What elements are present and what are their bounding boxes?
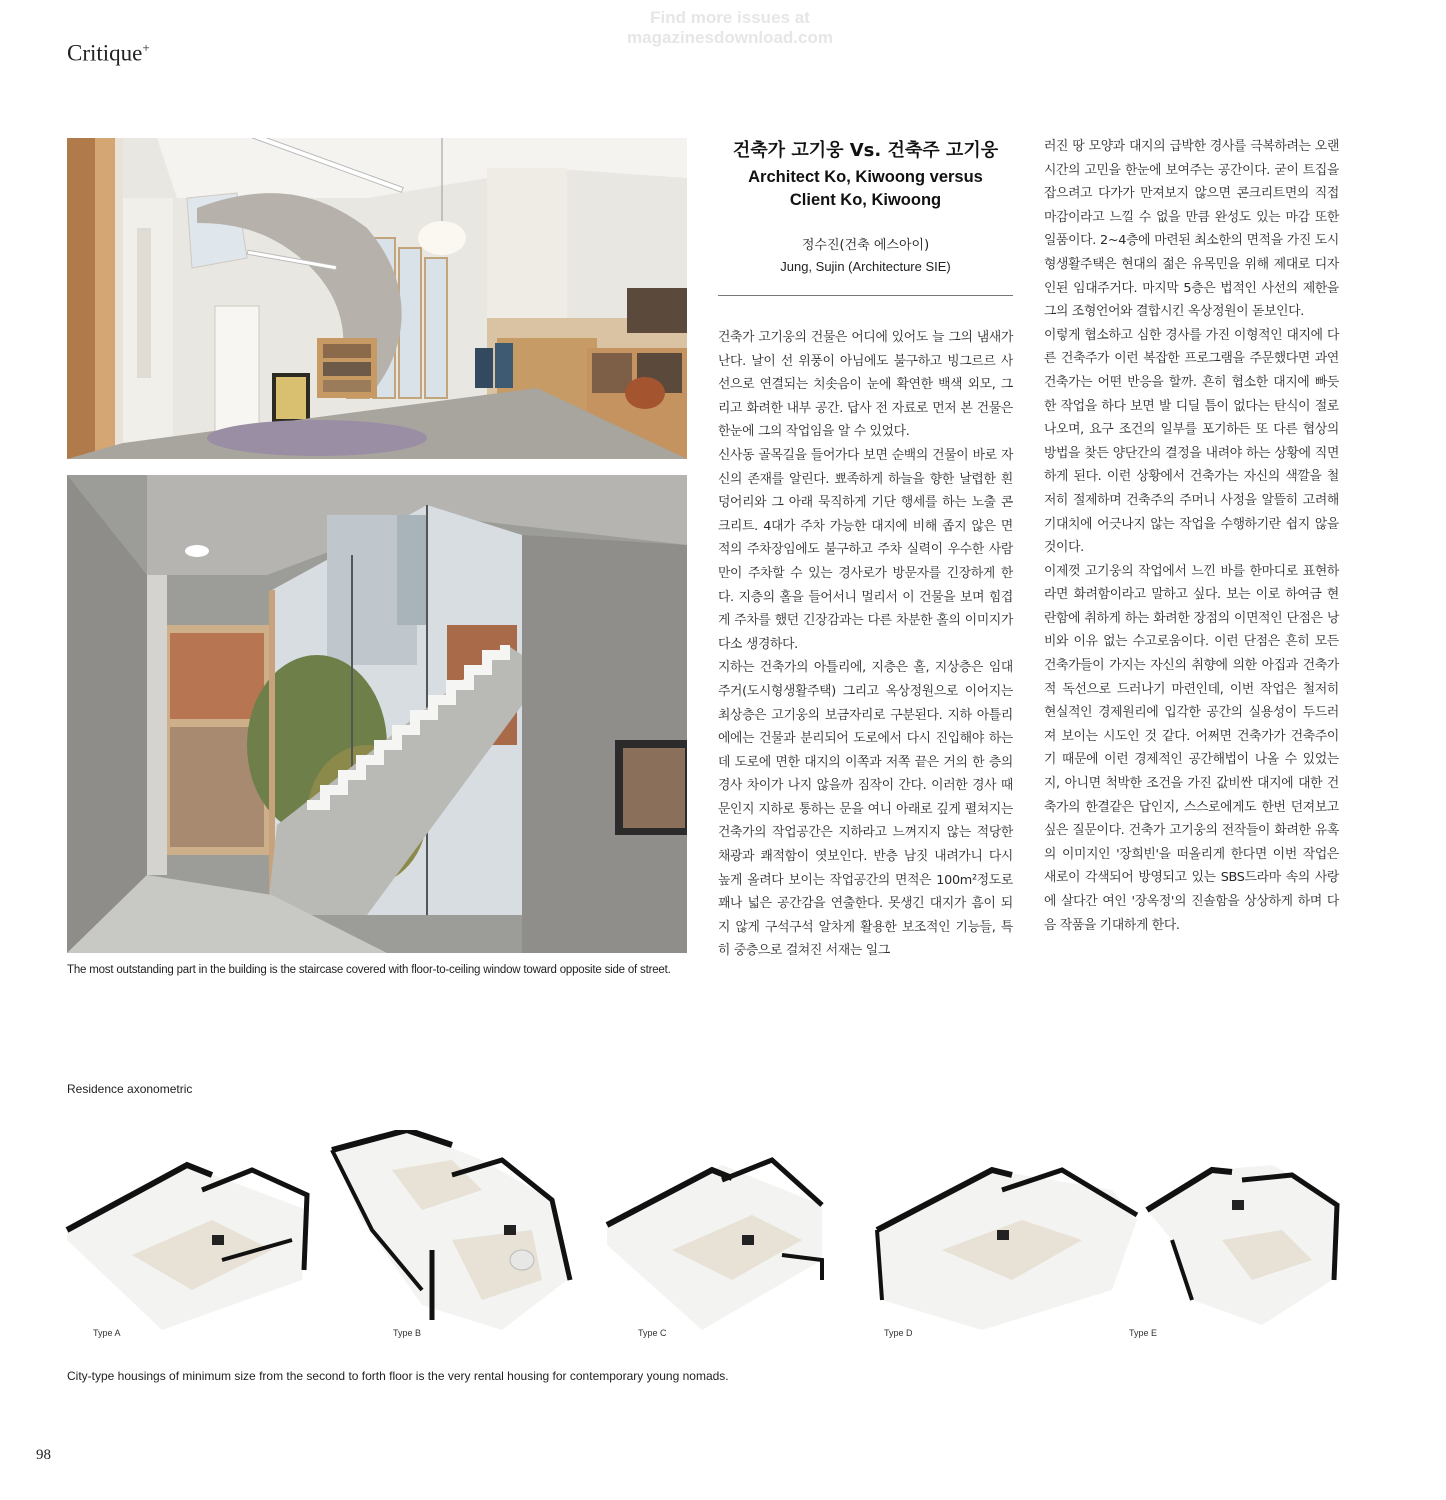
section-mark: +: [142, 40, 150, 55]
type-d-label: Type D: [884, 1328, 913, 1338]
paragraph: 이렇게 협소하고 심한 경사를 가진 이형적인 대지에 다른 건축주가 이런 복잡한 프로그램을 주문했다면 과연 건축가는 어떤 반응을 할까. 흔히 협소한 대지에 빠듯한 작업을 하다 보면 발 디딜 틈이 없다는 탄식이 절로 나오며, 요구 조건의 일부를 포기하든 또 다른 협상의 방법을 찾든 양단간의 결정을 내려야 하는 상황에 직면하게 된다. 이런 상황에서 건축가는 자신의 색깔을 철저히 절제하며 건축주의 주머니 사정을 알뜰히 고려해 기대치에 어긋나지 않는 작업을 수행하기란 쉽지 않을 것이다.: [1044, 327, 1339, 556]
author-ko: 정수진(건축 에스아이): [801, 238, 930, 253]
article-title-en: [718, 166, 1013, 212]
axonometric-drawings: [62, 1130, 1352, 1350]
watermark: [520, 8, 940, 48]
axonometric-caption: City-type housings of minimum size from the second to forth floor is the very rental housing for contemporary young nomads.: [67, 1369, 729, 1383]
type-e-label: Type E: [1129, 1328, 1158, 1338]
staircase-photo: [67, 475, 687, 953]
article-title-en-line1: Architect Ko, Kiwoong versus: [748, 168, 983, 186]
axonometric-type-b: [332, 1130, 570, 1330]
paragraph: 이제껏 고기웅의 작업에서 느낀 바를 한마디로 표현하라면 화려함이라고 말하고 싶다. 보는 이로 하여금 현란함에 취하게 하는 화려한 장점의 이면적인 단점은 낭비와 이유 없는 수고로움이다. 이런 단점은 흔히 모든 건축가들이 가지는 자신의 취향에 의한 아집과 건축가적 독선으로 드러나기 마련인데, 이번 작업은 철저히 현실적인 경제원리에 입각한 공간의 실용성이 두드러져 보이는 시도인 것 같다. 어쩌면 건축가가 건축주이기 때문에 이런 경제적인 공간해법이 나올 수 있었는지, 아니면 척박한 조건을 가진 값비싼 대지에 대한 건축가의 한결같은 답인지, 스스로에게도 한번 던져보고 싶은 질문이다. 건축가 고기웅의 전작들이 화려한 유혹의 이미지인 '장희빈'을 떠올리게 한다면 이번 작업은 새로이 각색되어 방영되고 있는 SBS드라마 속의 사랑에 살다간 여인 '장옥정'의 진솔함을 상상하게 하며 다음 작품을 기대하게 한다.: [1044, 563, 1339, 933]
axonometric-type-a: [67, 1165, 307, 1330]
page-number: 98: [36, 1447, 51, 1463]
paragraph: 신사동 골목길을 들어가다 보면 순백의 건물이 바로 자신의 존재를 알린다. 뾰족하게 하늘을 향한 날렵한 흰 덩어리와 그 아래 묵직하게 기단 행세를 하는 노출 콘크리트. 4대가 주차 가능한 대지에 비해 좁지 않은 면적의 주차장임에도 불구하고 주차 실력이 우수한 사람만이 주차할 수 있는 경사로가 방문자를 긴장하게 한다. 지층의 홀을 들어서니 멀리서 이 건물을 보며 힘겹게 주차를 했던 긴장감과는 다른 차분한 홀의 이미지가 다소 생경하다.: [718, 447, 1013, 652]
paragraph: 지하는 건축가의 아틀리에, 지층은 홀, 지상층은 임대주거(도시형생활주택) 그리고 옥상정원으로 이어지는 최상층은 고기웅의 보금자리로 구분된다. 지하 아틀리에에는 건물과 분리되어 도로에서 다시 진입해야 하는데 도로에 면한 대지의 이쪽과 저쪽 끝은 거의 한 층의 경사 차이가 나지 않을까 짐작이 간다. 이러한 경사 때문인지 지하로 통하는 문을 여니 아래로 깊게 펼쳐지는 건축가의 작업공간은 지하라고 느껴지지 않는 적당한 채광과 쾌적함이 엿보인다. 반층 남짓 내려가니 다시 높게 올려다 보이는 작업공간의 면적은 100m²정도로 꽤나 넓은 공간감을 연출한다. 못생긴 대지가 흠이 되지 않게 구석구석 알차게 활용한 보조적인 기능들, 특히 중층으로 걸쳐진 서재는 일그: [718, 660, 1013, 959]
paragraph: 건축가 고기웅의 건물은 어디에 있어도 늘 그의 냄새가 난다. 날이 선 위풍이 아님에도 불구하고 빙그르르 사선으로 연결되는 치솟음이 눈에 확연한 백색 외모, 그리고 화려한 내부 공간. 답사 전 자료로 먼저 본 건물은 한눈에 그의 작업임을 알 수 있었다.: [718, 330, 1013, 440]
axonometric-label: Residence axonometric: [67, 1082, 193, 1096]
title-divider: [718, 295, 1013, 296]
interior-photo: [67, 138, 687, 459]
type-b-label: Type B: [393, 1328, 422, 1338]
section-header: [67, 40, 150, 67]
axonometric-type-e: [1147, 1165, 1337, 1325]
author-en: Jung, Sujin (Architecture SIE): [780, 259, 951, 274]
article-title-ko: 건축가 고기웅 Vs. 건축주 고기웅: [732, 140, 999, 161]
watermark-line1: Find more issues at: [650, 8, 810, 27]
type-a-label: Type A: [93, 1328, 121, 1338]
paragraph: 러진 땅 모양과 대지의 급박한 경사를 극복하려는 오랜 시간의 고민을 한눈에 보여주는 공간이다. 굳이 트집을 잡으려고 다가가 만져보지 않으면 콘크리트면의 직접마감이라고 느낄 수 없을 만큼 완성도 있는 마감 또한 일품이다. 2~4층에 마련된 최소한의 면적을 가진 도시형생활주택은 현대의 젊은 유목민을 위해 제대로 디자인된 임대주거다. 마지막 5층은 법적인 사선의 제한을 그의 조형언어와 결합시킨 옥상정원이 돋보인다.: [1044, 139, 1339, 320]
article-title-en-line2: Client Ko, Kiwoong: [789, 191, 942, 209]
body-column-2: [1044, 135, 1339, 937]
axonometric-type-d: [877, 1170, 1137, 1330]
watermark-line2: magazinesdownload.com: [627, 28, 833, 47]
article-title-block: [718, 138, 1013, 274]
photo-caption: The most outstanding part in the building is the staircase covered with floor-to-ceiling window toward opposite side of street.: [67, 964, 671, 976]
type-c-label: Type C: [638, 1328, 667, 1338]
section-title: Critique: [67, 40, 143, 66]
axonometric-type-c: [607, 1160, 822, 1330]
body-column-1: [718, 326, 1013, 963]
